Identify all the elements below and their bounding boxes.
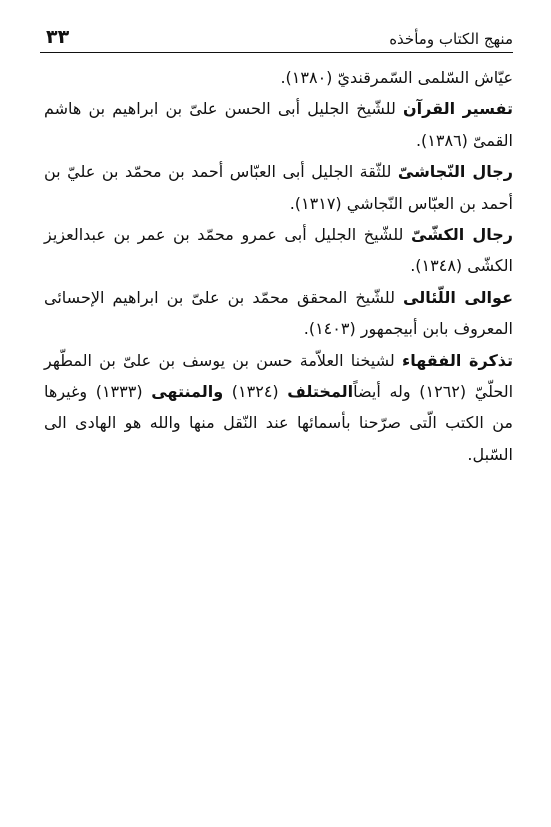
- entry-text: للشّيخ المحقق محمّد بن علىّ بن ابراهيم الإحسائى المعروف بابن أبيجمهور (١٤٠٣).: [44, 287, 513, 339]
- entry-text: للثّقة الجليل أبى العبّاس أحمد بن محمّد بن عليّ بن أحمد بن العبّاس النّجاشي (١٣١٧).: [44, 162, 513, 213]
- entry-paragraph: [44, 93, 513, 156]
- body-text: [44, 62, 513, 470]
- entry-text: (١٣٣٣) وغيرها من الكتب الّتى صرّحنا بأسمائها عند النّقل منها والله هو الهادى الى السّبل.: [44, 382, 513, 464]
- inline-book-title: المختلف: [287, 382, 354, 402]
- running-title: منهج الكتاب ومأخذه: [389, 30, 513, 48]
- entry-title: تفسير القرآن: [402, 99, 513, 119]
- entry-text: (١٣٢٤): [223, 382, 288, 402]
- entry-paragraph: [44, 156, 513, 219]
- entry-text: عيّاش السّلمى السّمرقنديّ (١٣٨٠).: [280, 68, 513, 87]
- entry-text: للشّيخ الجليل أبى عمرو محمّد بن عمر بن عبدالعزيز الكشّى (١٣٤٨).: [44, 225, 513, 276]
- inline-book-title: والمنتهى: [151, 382, 224, 402]
- entry-paragraph: [44, 219, 513, 282]
- entry-paragraph: [44, 282, 513, 345]
- page-number: ٣٣: [46, 26, 70, 48]
- entry-title: رجال النّجاشىّ: [397, 162, 513, 182]
- entry-text: للشّيخ الجليل أبى الحسن علىّ بن ابراهيم بن هاشم القمىّ (١٣٨٦).: [44, 99, 513, 150]
- entry-title: رجال الكشّىّ: [411, 225, 513, 245]
- entry-text: لشيخنا العلاّمة حسن بن يوسف بن علىّ بن المطّهر الحلّيّ (١٢٦٢) وله أيضاً: [44, 350, 514, 402]
- entry-paragraph: [44, 62, 513, 93]
- entry-paragraph: [44, 345, 513, 471]
- entry-title: عوالى اللّئالى: [403, 287, 514, 307]
- entry-title: تذكرة الفقهاء: [402, 350, 513, 370]
- page-header: [40, 22, 513, 53]
